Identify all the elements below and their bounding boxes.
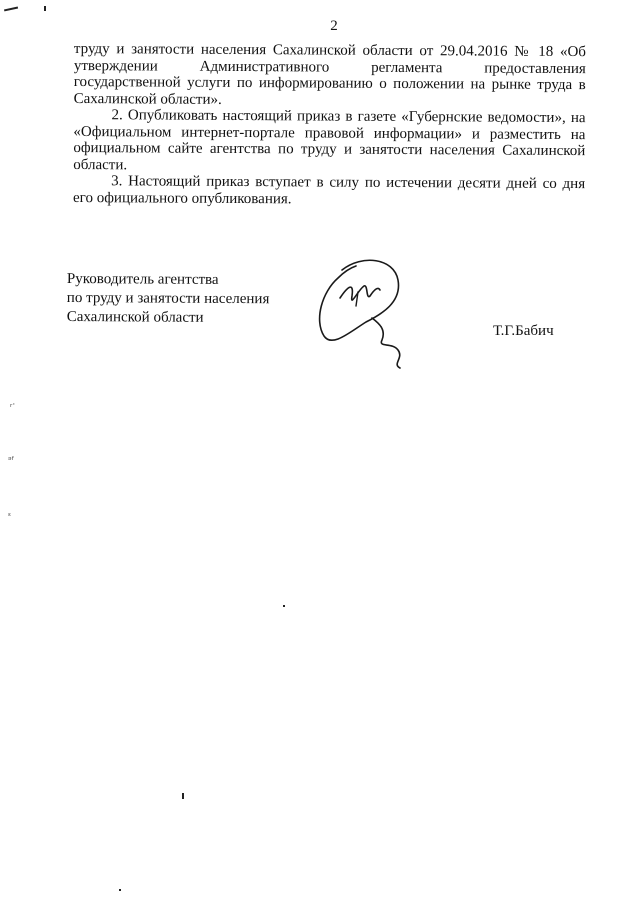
scan-dot [119, 889, 121, 891]
page-number: 2 [330, 18, 338, 34]
body-line: его официального опубликования. [72, 189, 292, 207]
scan-dot [182, 793, 184, 799]
body-line: области. [73, 156, 128, 173]
signatory-title-line: по труду и занятости населения [66, 289, 270, 308]
document-body [73, 41, 586, 209]
signatory-title [67, 270, 270, 328]
handwritten-signature [312, 252, 422, 370]
body-line: Сахалинской области». [73, 90, 222, 108]
body-line: официальном сайте агентства по труду и занятости населения Сахалинской [73, 139, 586, 160]
body-line: государственной услуги по информированию о положении на рынке труда в [73, 73, 586, 94]
scan-mark [44, 6, 46, 11]
scan-dot [283, 605, 285, 607]
body-line: 2. Опубликовать настоящий приказ в газете «Губернские ведомости», на [111, 107, 586, 127]
body-line: утверждении Административного регламента предоставления [73, 57, 586, 77]
signatory-title-line: Сахалинской области [66, 308, 204, 326]
scan-speck: ᵋ [8, 512, 12, 522]
scan-speck: ᵣ· [10, 400, 16, 410]
body-line: труду и занятости населения Сахалинской области от 29.04.2016 № 18 «Об [73, 41, 586, 61]
signatory-name: Т.Г.Бабич [493, 323, 554, 339]
body-line: 3. Настоящий приказ вступает в силу по истечении десяти дней со дня [111, 173, 586, 193]
signatory-title-line: Руководитель агентства [66, 270, 219, 288]
scan-mark [4, 7, 18, 11]
scan-speck: ᵊᶠ [8, 456, 15, 466]
body-line: «Официальном интернет-портале правовой информации» и разместить на [73, 123, 586, 143]
